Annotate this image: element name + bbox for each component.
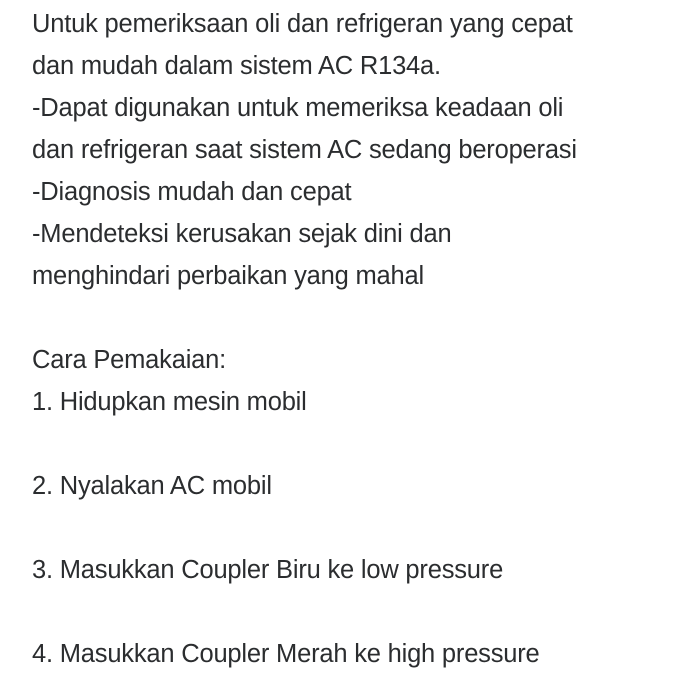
usage-step: 1. Hidupkan mesin mobil <box>32 388 307 416</box>
feature-item-continued: menghindari perbaikan yang mahal <box>32 262 424 290</box>
feature-item: -Diagnosis mudah dan cepat <box>32 178 352 206</box>
usage-heading: Cara Pemakaian: <box>32 346 227 374</box>
intro-text: Untuk pemeriksaan oli dan refrigeran yang cepat <box>32 10 573 38</box>
feature-item-continued: dan refrigeran saat sistem AC sedang beroperasi <box>32 136 577 164</box>
usage-step: 3. Masukkan Coupler Biru ke low pressure <box>32 556 504 584</box>
usage-step: 2. Nyalakan AC mobil <box>32 472 272 500</box>
feature-item: -Dapat digunakan untuk memeriksa keadaan oli <box>32 94 564 122</box>
intro-text: dan mudah dalam sistem AC R134a. <box>32 52 441 80</box>
usage-step: 4. Masukkan Coupler Merah ke high pressure <box>32 640 540 668</box>
feature-item: -Mendeteksi kerusakan sejak dini dan <box>32 220 452 248</box>
